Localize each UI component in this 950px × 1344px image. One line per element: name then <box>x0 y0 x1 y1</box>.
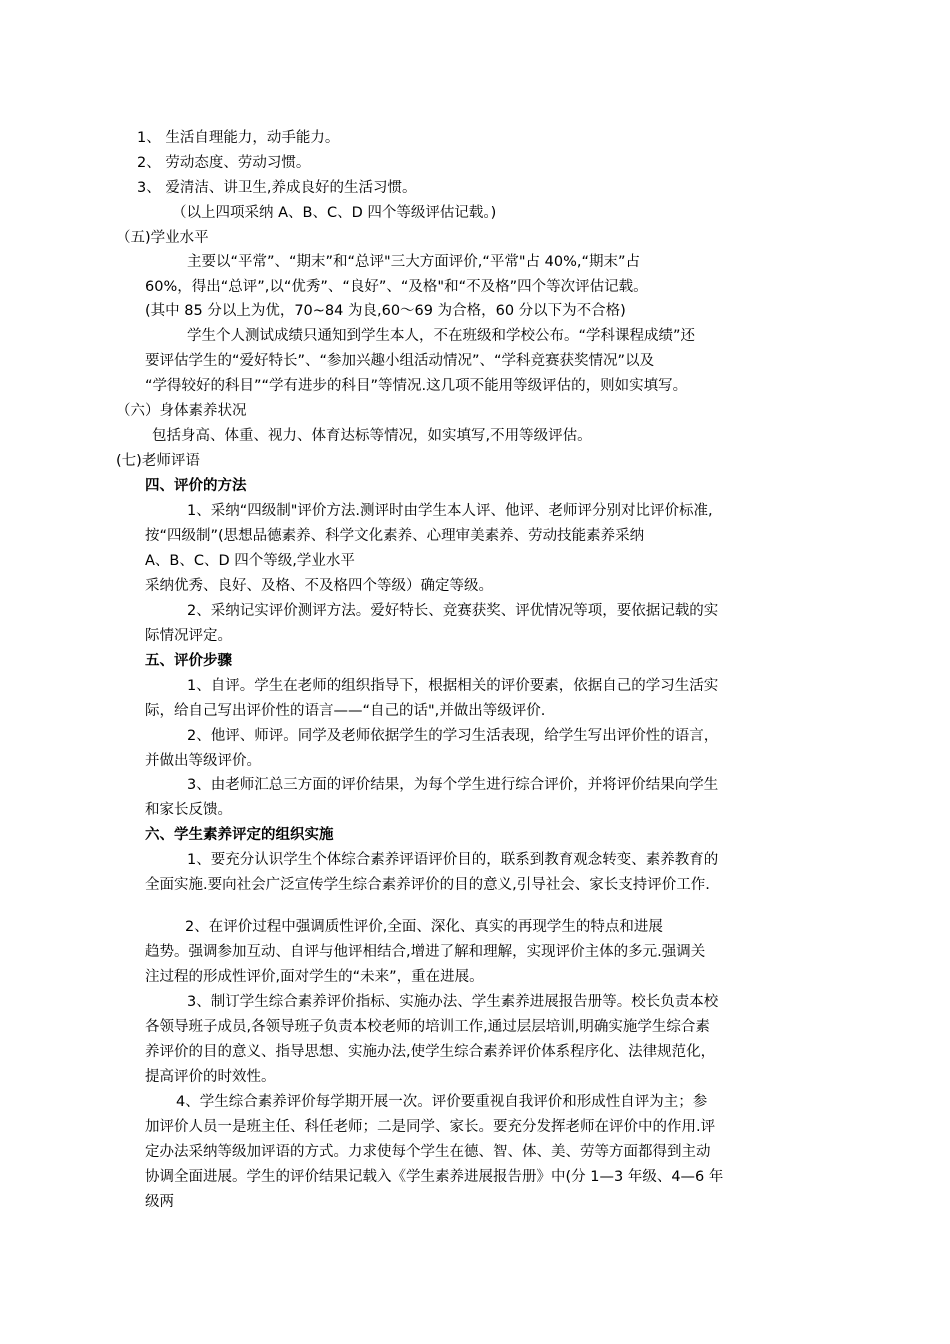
list-item-hygiene: 3、 爱清洁、讲卫生,养成良好的生活习惯。 <box>137 180 417 196</box>
paragraph-line: 协调全面进展。学生的评价结果记载入《学生素养进展报告册》中(分 1—3 年级、4—6 年 <box>145 1169 724 1185</box>
heading-evaluation-method: 四、评价的方法 <box>145 478 247 494</box>
paragraph-line: 学生个人测试成绩只通知到学生本人，不在班级和学校公布。“学科课程成绩”还 <box>187 328 696 344</box>
list-item-labor-attitude: 2、 劳动态度、劳动习惯。 <box>137 155 311 171</box>
paragraph-line: 4、学生综合素养评价每学期开展一次。评价要重视自我评价和形成性自评为主；参 <box>176 1094 708 1110</box>
section-heading-physical: （六）身体素养状况 <box>116 403 247 419</box>
paragraph-line: 1、自评。学生在老师的组织指导下，根据相关的评价要素，依据自己的学习生活实 <box>187 678 719 694</box>
paragraph-line: (其中 85 分以上为优，70~84 为良,60～69 为合格，60 分以下为不合格) <box>145 303 626 319</box>
heading-evaluation-steps: 五、评价步骤 <box>145 653 232 669</box>
paragraph-line: 养评价的目的意义、指导思想、实施办法,使学生综合素养评价体系程序化、法律规范化， <box>145 1044 716 1060</box>
paragraph-line: 各领导班子成员,各领导班子负责本校老师的培训工作,通过层层培训,明确实施学生综合素 <box>145 1019 710 1035</box>
paragraph-line: 际情况评定。 <box>145 628 232 644</box>
paragraph-line: A、B、C、D 四个等级,学业水平 <box>145 553 355 569</box>
paragraph-line: 加评价人员一是班主任、科任老师；二是同学、家长。要充分发挥老师在评价中的作用.评 <box>145 1119 716 1135</box>
paragraph-line: 包括身高、体重、视力、体育达标等情况，如实填写,不用等级评估。 <box>152 428 592 444</box>
list-item-self-care: 1、 生活自理能力，动手能力。 <box>137 130 340 146</box>
paragraph-line: 全面实施.要向社会广泛宣传学生综合素养评价的目的意义,引导社会、家长支持评价工作. <box>145 877 710 893</box>
paragraph-line: 60%，得出“总评”,以“优秀”、“良好”、“及格"和“不及格”四个等次评估记载。 <box>145 279 648 295</box>
paragraph-line: 采纳优秀、良好、及格、不及格四个等级）确定等级。 <box>145 578 493 594</box>
paragraph-line: 主要以“平常”、“期末”和“总评"三大方面评价,“平常"占 40%,“期末”占 <box>187 254 640 270</box>
paragraph-line: 2、他评、师评。同学及老师依据学生的学习生活表现，给学生写出评价性的语言， <box>187 728 719 744</box>
paragraph-line: 和家长反馈。 <box>145 802 232 818</box>
paragraph-line: 3、由老师汇总三方面的评价结果，为每个学生进行综合评价，并将评价结果向学生 <box>187 777 719 793</box>
paragraph-line: 2、采纳记实评价测评方法。爱好特长、竞赛获奖、评优情况等项，要依据记载的实 <box>187 603 719 619</box>
paragraph-line: 按“四级制”(思想品德素养、科学文化素养、心理审美素养、劳动技能素养采纳 <box>145 528 645 544</box>
paragraph-line: 要评估学生的“爱好特长”、“参加兴趣小组活动情况”、“学科竞赛获奖情况”以及 <box>145 353 655 369</box>
paragraph-line: 1、要充分认识学生个体综合素养评语评价目的，联系到教育观念转变、素养教育的 <box>187 852 719 868</box>
section-heading-teacher-comments: (七)老师评语 <box>116 453 200 469</box>
paragraph-line: 并做出等级评价。 <box>145 753 261 769</box>
paragraph-line: 1、采纳“四级制"评价方法.测评时由学生本人评、他评、老师评分别对比评价标准, <box>187 503 713 519</box>
paragraph-line: 趋势。强调参加互动、自评与他评相结合,增进了解和理解，实现评价主体的多元.强调关 <box>145 944 706 960</box>
paragraph-line: 3、制订学生综合素养评价指标、实施办法、学生素养进展报告册等。校长负责本校 <box>187 994 719 1010</box>
grading-note: （以上四项采纳 A、B、C、D 四个等级评估记载。) <box>172 205 497 221</box>
paragraph-line: 级两 <box>145 1194 174 1210</box>
paragraph-line: 2、在评价过程中强调质性评价,全面、深化、真实的再现学生的特点和进展 <box>185 919 663 935</box>
paragraph-line: 注过程的形成性评价,面对学生的“未来”，重在进展。 <box>145 969 484 985</box>
paragraph-line: “学得较好的科目”“学有进步的科目”等情况.这几项不能用等级评估的，则如实填写。 <box>145 378 688 394</box>
section-heading-academic-level: （五)学业水平 <box>116 230 209 246</box>
heading-organization: 六、学生素养评定的组织实施 <box>145 827 334 843</box>
paragraph-line: 定办法采纳等级加评语的方式。力求使每个学生在德、智、体、美、劳等方面都得到主动 <box>145 1144 711 1160</box>
paragraph-line: 提高评价的时效性。 <box>145 1069 276 1085</box>
paragraph-line: 际，给自己写出评价性的语言——“自己的话",并做出等级评价. <box>145 703 546 719</box>
